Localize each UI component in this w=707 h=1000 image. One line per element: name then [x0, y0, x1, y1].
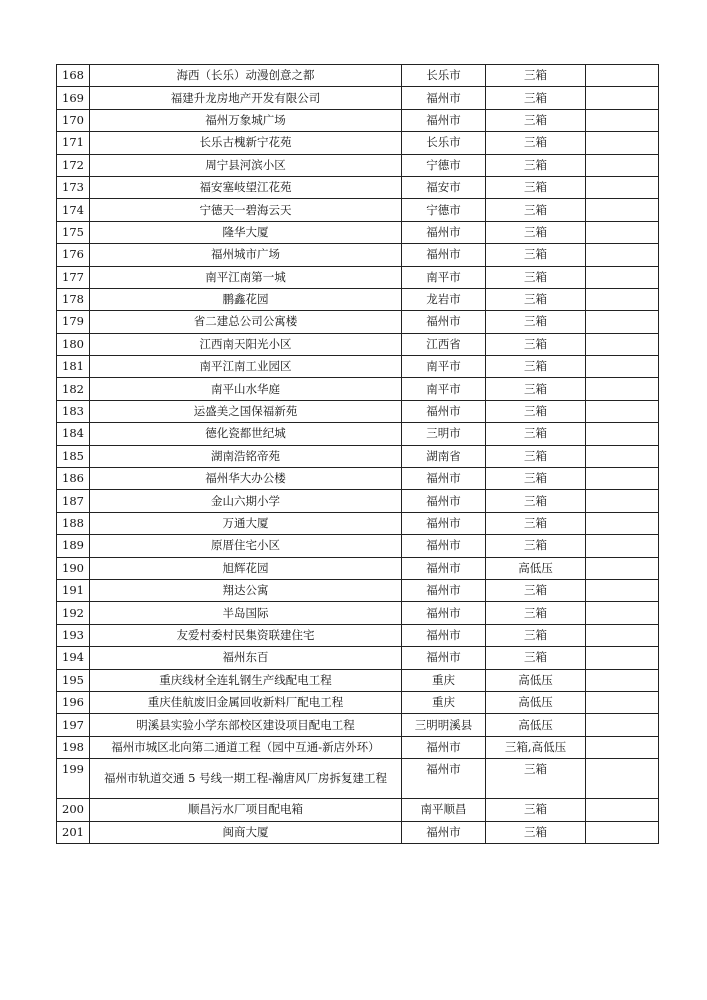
project-table	[56, 64, 659, 844]
location-cell: 福州市	[402, 311, 486, 333]
remark-cell	[586, 244, 659, 266]
row-number-cell: 178	[57, 288, 90, 310]
remark-cell	[586, 602, 659, 624]
table-row	[57, 65, 659, 87]
box-type-cell: 三箱	[486, 266, 586, 288]
box-type-cell: 三箱,高低压	[486, 736, 586, 758]
location-cell: 福州市	[402, 490, 486, 512]
box-type-cell: 三箱	[486, 535, 586, 557]
location-cell: 重庆	[402, 691, 486, 713]
remark-cell	[586, 199, 659, 221]
box-type-cell: 三箱	[486, 221, 586, 243]
location-cell: 福州市	[402, 221, 486, 243]
box-type-cell: 三箱	[486, 154, 586, 176]
row-number-cell: 188	[57, 512, 90, 534]
table-row	[57, 221, 659, 243]
box-type-cell: 三箱	[486, 109, 586, 131]
table-row	[57, 647, 659, 669]
row-number-cell: 186	[57, 468, 90, 490]
box-type-cell: 三箱	[486, 468, 586, 490]
box-type-cell: 三箱	[486, 579, 586, 601]
location-cell: 福州市	[402, 535, 486, 557]
location-cell: 福州市	[402, 602, 486, 624]
table-row	[57, 378, 659, 400]
table-row	[57, 311, 659, 333]
table-row	[57, 468, 659, 490]
location-cell: 江西省	[402, 333, 486, 355]
box-type-cell: 三箱	[486, 799, 586, 821]
table-row	[57, 535, 659, 557]
project-name-cell: 闽商大厦	[90, 821, 402, 843]
location-cell: 福州市	[402, 759, 486, 799]
location-cell: 福州市	[402, 821, 486, 843]
table-row	[57, 759, 659, 799]
remark-cell	[586, 423, 659, 445]
location-cell: 福州市	[402, 87, 486, 109]
box-type-cell: 三箱	[486, 445, 586, 467]
location-cell: 宁德市	[402, 199, 486, 221]
location-cell: 湖南省	[402, 445, 486, 467]
box-type-cell: 三箱	[486, 356, 586, 378]
table-row	[57, 512, 659, 534]
remark-cell	[586, 311, 659, 333]
remark-cell	[586, 400, 659, 422]
remark-cell	[586, 669, 659, 691]
project-name-cell: 重庆线材全连轧钢生产线配电工程	[90, 669, 402, 691]
table-row	[57, 799, 659, 821]
project-name-cell: 运盛美之国保福新苑	[90, 400, 402, 422]
location-cell: 福州市	[402, 579, 486, 601]
project-name-cell: 重庆佳航废旧金属回收新料厂配电工程	[90, 691, 402, 713]
project-name-cell: 明溪县实验小学东部校区建设项目配电工程	[90, 714, 402, 736]
remark-cell	[586, 557, 659, 579]
project-table-body	[57, 65, 659, 844]
project-name-cell: 金山六期小学	[90, 490, 402, 512]
remark-cell	[586, 512, 659, 534]
project-name-cell: 福州东百	[90, 647, 402, 669]
location-cell: 福州市	[402, 468, 486, 490]
project-name-cell: 鹏鑫花园	[90, 288, 402, 310]
remark-cell	[586, 333, 659, 355]
remark-cell	[586, 356, 659, 378]
remark-cell	[586, 468, 659, 490]
location-cell: 福州市	[402, 624, 486, 646]
table-row	[57, 356, 659, 378]
box-type-cell: 三箱	[486, 647, 586, 669]
project-name-cell: 福州市城区北向第二通道工程（园中互通-新店外环）	[90, 736, 402, 758]
box-type-cell: 三箱	[486, 65, 586, 87]
row-number-cell: 196	[57, 691, 90, 713]
table-row	[57, 490, 659, 512]
remark-cell	[586, 132, 659, 154]
box-type-cell: 三箱	[486, 423, 586, 445]
project-name-cell: 福安塞岐望江花苑	[90, 176, 402, 198]
project-name-cell: 福州城市广场	[90, 244, 402, 266]
table-row	[57, 736, 659, 758]
row-number-cell: 171	[57, 132, 90, 154]
row-number-cell: 185	[57, 445, 90, 467]
project-name-cell: 宁德天一碧海云天	[90, 199, 402, 221]
location-cell: 长乐市	[402, 65, 486, 87]
row-number-cell: 168	[57, 65, 90, 87]
table-row	[57, 176, 659, 198]
box-type-cell: 三箱	[486, 821, 586, 843]
table-row	[57, 821, 659, 843]
row-number-cell: 180	[57, 333, 90, 355]
table-row	[57, 602, 659, 624]
row-number-cell: 194	[57, 647, 90, 669]
row-number-cell: 192	[57, 602, 90, 624]
location-cell: 重庆	[402, 669, 486, 691]
row-number-cell: 182	[57, 378, 90, 400]
box-type-cell: 三箱	[486, 132, 586, 154]
table-row	[57, 714, 659, 736]
row-number-cell: 169	[57, 87, 90, 109]
box-type-cell: 三箱	[486, 512, 586, 534]
row-number-cell: 187	[57, 490, 90, 512]
project-name-cell: 江西南天阳光小区	[90, 333, 402, 355]
box-type-cell: 高低压	[486, 691, 586, 713]
location-cell: 三明明溪县	[402, 714, 486, 736]
row-number-cell: 184	[57, 423, 90, 445]
remark-cell	[586, 87, 659, 109]
box-type-cell: 三箱	[486, 244, 586, 266]
box-type-cell: 三箱	[486, 87, 586, 109]
remark-cell	[586, 109, 659, 131]
project-name-cell: 万通大厦	[90, 512, 402, 534]
box-type-cell: 三箱	[486, 400, 586, 422]
remark-cell	[586, 445, 659, 467]
location-cell: 福安市	[402, 176, 486, 198]
box-type-cell: 三箱	[486, 624, 586, 646]
location-cell: 宁德市	[402, 154, 486, 176]
box-type-cell: 三箱	[486, 759, 586, 799]
location-cell: 福州市	[402, 557, 486, 579]
row-number-cell: 198	[57, 736, 90, 758]
table-row	[57, 624, 659, 646]
box-type-cell: 三箱	[486, 333, 586, 355]
box-type-cell: 高低压	[486, 669, 586, 691]
remark-cell	[586, 154, 659, 176]
remark-cell	[586, 288, 659, 310]
project-name-cell: 省二建总公司公寓楼	[90, 311, 402, 333]
remark-cell	[586, 65, 659, 87]
table-row	[57, 244, 659, 266]
location-cell: 龙岩市	[402, 288, 486, 310]
table-row	[57, 199, 659, 221]
row-number-cell: 170	[57, 109, 90, 131]
remark-cell	[586, 221, 659, 243]
table-row	[57, 579, 659, 601]
project-name-cell: 福建升龙房地产开发有限公司	[90, 87, 402, 109]
table-row	[57, 87, 659, 109]
remark-cell	[586, 579, 659, 601]
box-type-cell: 三箱	[486, 490, 586, 512]
table-row	[57, 557, 659, 579]
row-number-cell: 191	[57, 579, 90, 601]
row-number-cell: 199	[57, 759, 90, 799]
remark-cell	[586, 266, 659, 288]
project-name-cell: 长乐古槐新宁花苑	[90, 132, 402, 154]
box-type-cell: 三箱	[486, 199, 586, 221]
box-type-cell: 三箱	[486, 602, 586, 624]
row-number-cell: 177	[57, 266, 90, 288]
row-number-cell: 172	[57, 154, 90, 176]
project-name-cell: 湖南浩铭帝苑	[90, 445, 402, 467]
remark-cell	[586, 691, 659, 713]
table-row	[57, 154, 659, 176]
project-name-cell: 半岛国际	[90, 602, 402, 624]
location-cell: 福州市	[402, 647, 486, 669]
row-number-cell: 183	[57, 400, 90, 422]
project-name-cell: 翔达公寓	[90, 579, 402, 601]
row-number-cell: 200	[57, 799, 90, 821]
project-name-cell: 南平江南第一城	[90, 266, 402, 288]
row-number-cell: 173	[57, 176, 90, 198]
project-name-cell: 福州市轨道交通 5 号线一期工程-瀚唐风厂房拆复建工程	[90, 759, 402, 799]
location-cell: 长乐市	[402, 132, 486, 154]
row-number-cell: 176	[57, 244, 90, 266]
remark-cell	[586, 799, 659, 821]
table-row	[57, 132, 659, 154]
project-name-cell: 海西（长乐）动漫创意之都	[90, 65, 402, 87]
remark-cell	[586, 624, 659, 646]
location-cell: 三明市	[402, 423, 486, 445]
row-number-cell: 174	[57, 199, 90, 221]
project-name-cell: 南平江南工业园区	[90, 356, 402, 378]
row-number-cell: 197	[57, 714, 90, 736]
project-name-cell: 原厝住宅小区	[90, 535, 402, 557]
remark-cell	[586, 821, 659, 843]
table-row	[57, 669, 659, 691]
row-number-cell: 175	[57, 221, 90, 243]
row-number-cell: 181	[57, 356, 90, 378]
box-type-cell: 高低压	[486, 557, 586, 579]
location-cell: 南平顺昌	[402, 799, 486, 821]
location-cell: 福州市	[402, 244, 486, 266]
location-cell: 福州市	[402, 400, 486, 422]
table-row	[57, 266, 659, 288]
location-cell: 福州市	[402, 736, 486, 758]
box-type-cell: 三箱	[486, 378, 586, 400]
remark-cell	[586, 736, 659, 758]
location-cell: 福州市	[402, 109, 486, 131]
project-name-cell: 旭辉花园	[90, 557, 402, 579]
row-number-cell: 190	[57, 557, 90, 579]
project-name-cell: 南平山水华庭	[90, 378, 402, 400]
table-row	[57, 288, 659, 310]
project-name-cell: 福州万象城广场	[90, 109, 402, 131]
box-type-cell: 三箱	[486, 288, 586, 310]
table-row	[57, 109, 659, 131]
row-number-cell: 201	[57, 821, 90, 843]
remark-cell	[586, 714, 659, 736]
table-row	[57, 445, 659, 467]
remark-cell	[586, 647, 659, 669]
row-number-cell: 189	[57, 535, 90, 557]
location-cell: 南平市	[402, 266, 486, 288]
table-row	[57, 691, 659, 713]
row-number-cell: 179	[57, 311, 90, 333]
remark-cell	[586, 759, 659, 799]
project-name-cell: 隆华大厦	[90, 221, 402, 243]
project-name-cell: 顺昌污水厂项目配电箱	[90, 799, 402, 821]
box-type-cell: 三箱	[486, 176, 586, 198]
project-name-cell: 福州华大办公楼	[90, 468, 402, 490]
table-row	[57, 333, 659, 355]
project-name-cell: 周宁县河滨小区	[90, 154, 402, 176]
row-number-cell: 195	[57, 669, 90, 691]
project-name-cell: 德化瓷都世纪城	[90, 423, 402, 445]
box-type-cell: 高低压	[486, 714, 586, 736]
remark-cell	[586, 535, 659, 557]
table-row	[57, 423, 659, 445]
row-number-cell: 193	[57, 624, 90, 646]
location-cell: 南平市	[402, 378, 486, 400]
location-cell: 南平市	[402, 356, 486, 378]
remark-cell	[586, 378, 659, 400]
location-cell: 福州市	[402, 512, 486, 534]
project-name-cell: 友爱村委村民集资联建住宅	[90, 624, 402, 646]
remark-cell	[586, 490, 659, 512]
remark-cell	[586, 176, 659, 198]
table-row	[57, 400, 659, 422]
box-type-cell: 三箱	[486, 311, 586, 333]
